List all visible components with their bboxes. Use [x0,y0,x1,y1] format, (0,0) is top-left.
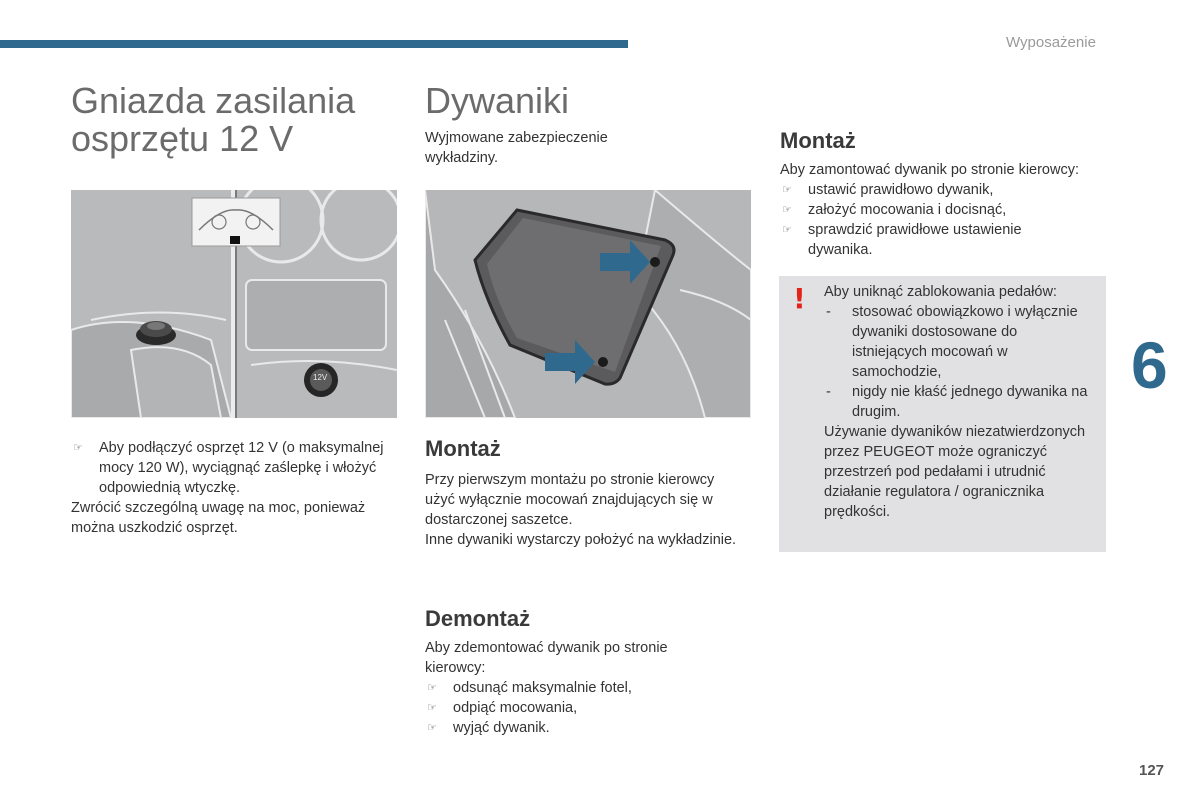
warning-intro: Aby uniknąć zablokowania pedałów: [824,284,1057,300]
warning-box [779,276,1106,552]
list-item: ☞ założyć mocowania i docisnąć, [782,202,1007,218]
warning-note: Używanie dywaników niezatwierdzonych przez PEUGEOT może ograniczyć przestrzeń pod pedałami i utrudnić działanie regulatora / ogranicznika prędkości. [824,424,1086,520]
dywaniki-title: Dywaniki [425,80,570,121]
title-line-2: osprzętu 12 V [71,118,294,159]
chapter-number: 6 [1131,328,1168,402]
warning-icon: ! [793,282,806,315]
montaz-heading-middle: Montaż [425,436,501,461]
montaz-paragraph-1: Przy pierwszym montażu po stronie kierowcy użyć wyłącznie mocowań znajdujących się w dostarczonej saszetce. [425,472,715,528]
left-bullet-list [71,438,401,498]
header-accent-bar [0,40,628,48]
hand-pointer-icon: ☞ [427,682,437,694]
list-item: ☞ odsunąć maksymalnie fotel, [427,680,632,696]
demontaz-text [425,638,725,738]
page-number: 127 [1139,762,1165,779]
title-line-1: Gniazda zasilania [71,80,356,121]
demontaz-heading: Demontaż [425,606,531,631]
socket-illustration [71,190,397,418]
hand-pointer-icon: ☞ [782,204,792,216]
power-note: Zwrócić szczególną uwagę na moc, ponieważ można uszkodzić osprzęt. [71,500,366,536]
list-item: - nigdy nie kłaść jednego dywanika na drugim. [826,384,1088,420]
list-item: ☞ wyjąć dywanik. [427,720,550,736]
warning-text [824,282,1094,522]
montaz-text-middle [425,470,745,550]
list-item: ☞ ustawić prawidłowo dywanik, [782,182,994,198]
demontaz-intro: Aby zdemontować dywanik po stronie kierowcy: [425,640,668,676]
hand-pointer-icon: ☞ [427,722,437,734]
montaz-heading-right: Montaż [780,128,856,153]
dywaniki-intro: Wyjmowane zabezpieczenie wykładziny. [425,130,608,166]
demontaz-list [425,678,725,738]
list-item: - stosować obowiązkowo i wyłącznie dywaniki dostosowane do istniejących mocowań w samochodzie, [826,304,1078,380]
montaz-intro-right: Aby zamontować dywanik po stronie kierowcy: [780,162,1079,178]
list-item: ☞ odpiąć mocowania, [427,700,578,716]
hand-pointer-icon: ☞ [427,702,437,714]
left-title [71,82,355,158]
montaz-text-right [780,160,1110,260]
hand-pointer-icon: ☞ [73,442,83,454]
socket-12v-label: 12V [313,373,328,382]
list-item: ☞ Aby podłączyć osprzęt 12 V (o maksymalnej mocy 120 W), wyciągnąć zaślepkę i włożyć odpowiednią wtyczkę. [73,440,384,496]
section-label: Wyposażenie [1006,34,1096,51]
montaz-list-right [780,180,1110,260]
left-text [71,438,401,538]
hand-pointer-icon: ☞ [782,184,792,196]
floor-mat-illustration [425,190,751,418]
warning-list [824,302,1094,422]
hand-pointer-icon: ☞ [782,224,792,236]
list-item: ☞ sprawdzić prawidłowe ustawienie dywanika. [782,222,1022,258]
montaz-paragraph-2: Inne dywaniki wystarczy położyć na wykładzinie. [425,532,737,548]
